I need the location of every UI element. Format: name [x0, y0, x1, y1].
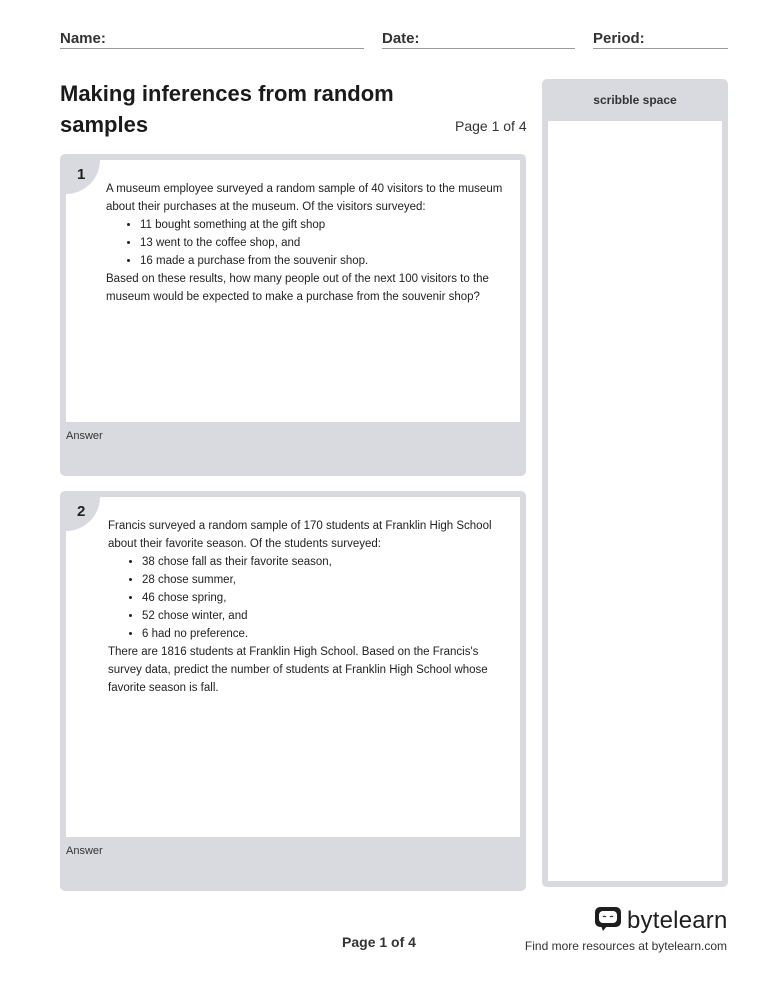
question-number: 1	[66, 160, 100, 194]
question-intro: A museum employee surveyed a random sample of 40 visitors to the museum about their purchases at the museum. Of the visitors surveyed:	[106, 183, 503, 213]
list-item: • 6 had no preference.	[142, 625, 506, 643]
worksheet-title: Making inferences from random samples	[60, 81, 394, 137]
question-card-1	[60, 154, 526, 476]
bytelearn-logo[interactable]	[594, 905, 728, 936]
date-line[interactable]	[382, 48, 575, 49]
page-indicator: Page 1 of 4	[455, 118, 527, 134]
bullet-list	[108, 553, 506, 643]
question-text-1	[106, 180, 506, 306]
answer-field-2[interactable]	[66, 861, 520, 885]
period-line[interactable]	[593, 48, 728, 49]
bullet-list	[106, 216, 506, 270]
list-item: • 13 went to the coffee shop, and	[140, 234, 506, 252]
answer-label: Answer	[66, 430, 103, 442]
list-item: • 16 made a purchase from the souvenir shop.	[140, 252, 506, 270]
list-item: • 11 bought something at the gift shop	[140, 216, 506, 234]
question-prompt: Based on these results, how many people out of the next 100 visitors to the museum would be expected to make a purchase from the souvenir shop?	[106, 273, 489, 303]
list-item: • 28 chose summer,	[142, 571, 506, 589]
bytelearn-mascot-icon	[594, 905, 622, 936]
question-area-2	[66, 497, 520, 837]
date-label: Date:	[382, 30, 420, 47]
question-number: 2	[66, 497, 100, 531]
answer-label: Answer	[66, 845, 103, 857]
name-label: Name:	[60, 30, 106, 47]
scribble-label: scribble space	[593, 93, 677, 107]
name-line[interactable]	[60, 48, 364, 49]
question-intro: Francis surveyed a random sample of 170 students at Franklin High School about their favorite season. Of the students surveyed:	[108, 520, 492, 550]
period-label: Period:	[593, 30, 645, 47]
list-item: • 52 chose winter, and	[142, 607, 506, 625]
answer-field-1[interactable]	[66, 446, 520, 470]
list-item: • 38 chose fall as their favorite season,	[142, 553, 506, 571]
list-item: • 46 chose spring,	[142, 589, 506, 607]
question-area-1	[66, 160, 520, 422]
footer-page-indicator: Page 1 of 4	[342, 934, 416, 950]
question-text-2	[108, 517, 506, 697]
resources-link[interactable]: Find more resources at bytelearn.com	[524, 939, 727, 953]
question-prompt: There are 1816 students at Franklin High School. Based on the Francis's survey data, predict the number of students at Franklin High School whose favorite season is fall.	[108, 646, 488, 694]
brand-name: bytelearn	[627, 906, 728, 934]
question-card-2	[60, 491, 526, 891]
scribble-panel	[542, 79, 728, 887]
scribble-area[interactable]	[548, 121, 722, 881]
